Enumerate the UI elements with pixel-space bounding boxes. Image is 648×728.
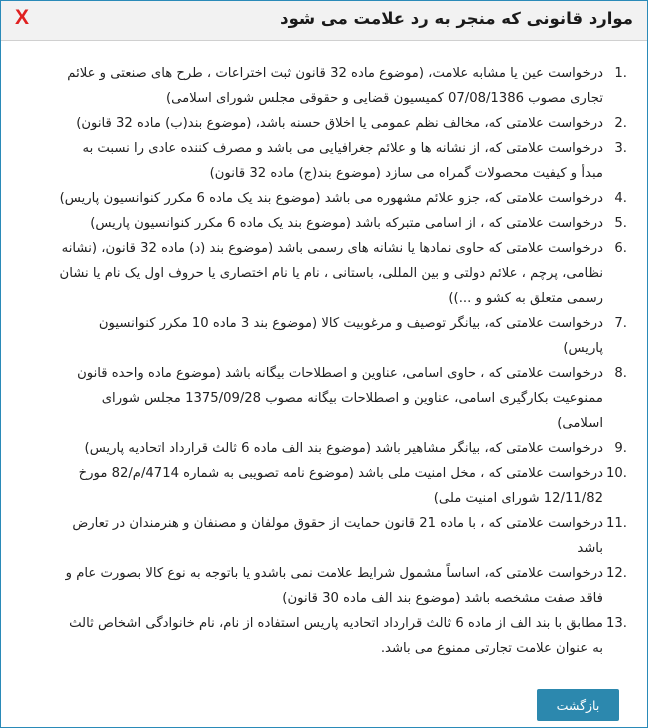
list-item-number: 12.: [606, 566, 627, 581]
list-item: [59, 311, 627, 361]
list-item-number: 2.: [614, 116, 627, 131]
dialog-content: [59, 61, 627, 661]
list-item-text: درخواست علامتی که ، حاوی اسامی، عناوین و اصطلاحات بیگانه باشد (موضوع ماده واحده قانون ممنوعیت بکارگیری اسامی، عناوین و اصطلاحات بیگانه مصوب 1375/09/28 مجلس شورای اسلامی): [77, 366, 603, 431]
list-item-number: 10.: [606, 466, 627, 481]
list-item: [59, 236, 627, 311]
list-item-text: درخواست علامتی که ، با ماده 21 قانون حمایت از حقوق مولفان و مصنفان و هنرمندان در تعارض باشد: [72, 516, 603, 556]
list-item-number: 9.: [614, 441, 627, 456]
close-icon[interactable]: X: [15, 6, 30, 29]
rejection-reasons-list: [59, 61, 627, 661]
list-item: [59, 511, 627, 561]
list-item-text: درخواست علامتی که، اساساً مشمول شرایط علامت نمی باشدو یا باتوجه به نوع کالا بصورت عام و فاقد صفت مشخصه باشد (موضوع بند الف ماده 30 قانون): [65, 566, 603, 606]
list-item: [59, 136, 627, 186]
list-item-number: 11.: [606, 516, 627, 531]
list-item-number: 7.: [614, 316, 627, 331]
list-item-text: درخواست علامتی که ، مخل امنیت ملی باشد (موضوع نامه تصویبی به شماره 4714/م/82 مورخ 12/11/82 شورای امنیت ملی): [78, 466, 603, 506]
list-item: [59, 361, 627, 436]
list-item-text: درخواست علامتی که، جزو علائم مشهوره می باشد (موضوع بند یک ماده 6 مکرر کنوانسیون پاریس): [59, 191, 603, 206]
list-item-text: درخواست علامتی که ، از اسامی متبرکه باشد (موضوع بند یک ماده 6 مکرر کنوانسیون پاریس): [90, 216, 603, 231]
list-item-text: درخواست علامتی که، از نشانه ها و علائم جغرافیایی می باشد و مصرف کننده عادی را نسبت به مبدأ و کیفیت محصولات گمراه می سازد (موضوع بند(ج) ماده 32 قانون): [82, 141, 603, 181]
list-item-number: 3.: [614, 141, 627, 156]
list-item-text: درخواست عین یا مشابه علامت، (موضوع ماده 32 قانون ثبت اختراعات ، طرح های صنعتی و علائم تجاری مصوب 07/08/1386 کمیسیون قضایی و حقوقی مجلس شورای اسلامی): [67, 66, 603, 106]
list-item-number: 4.: [614, 191, 627, 206]
list-item-number: 5.: [614, 216, 627, 231]
list-item-text: مطابق با بند الف از ماده 6 ثالث قرارداد اتحادیه پاریس استفاده از نام، نام خانوادگی اشخاص ثالث به عنوان علامت تجارتی ممنوع می باشد.: [69, 616, 603, 656]
list-item: [59, 461, 627, 511]
list-item-text: درخواست علامتی که حاوی نمادها یا نشانه های رسمی باشد (موضوع بند (د) ماده 32 قانون، (نشانه نظامی، پرچم ، علائم دولتی و بین المللی، باستانی ، نام یا نام اختصاری یا حروف اول یک نام یا نشان رسمی متعلق به کشو و ...)): [59, 241, 603, 306]
list-item-text: درخواست علامتی که، بیانگر مشاهیر باشد (موضوع بند الف ماده 6 ثالث قرارداد اتحادیه پاریس): [84, 441, 603, 456]
list-item: [59, 436, 627, 461]
list-item: [59, 611, 627, 661]
list-item: [59, 61, 627, 111]
list-item-text: درخواست علامتی که، مخالف نظم عمومی یا اخلاق حسنه باشد، (موضوع بند(ب) ماده 32 قانون): [76, 116, 603, 131]
list-item: [59, 186, 627, 211]
dialog-header: [1, 1, 647, 41]
list-item: [59, 111, 627, 136]
list-item-number: 1.: [614, 66, 627, 81]
back-button[interactable]: بازگشت: [537, 689, 619, 721]
list-item: [59, 561, 627, 611]
list-item-number: 13.: [606, 616, 627, 631]
list-item: [59, 211, 627, 236]
list-item-number: 6.: [614, 241, 627, 256]
list-item-text: درخواست علامتی که، بیانگر توصیف و مرغوبیت کالا (موضوع بند 3 ماده 10 مکرر کنوانسیون پاریس): [98, 316, 603, 356]
dialog-title: موارد قانونی که منجر به رد علامت می شود: [280, 9, 633, 28]
list-item-number: 8.: [614, 366, 627, 381]
